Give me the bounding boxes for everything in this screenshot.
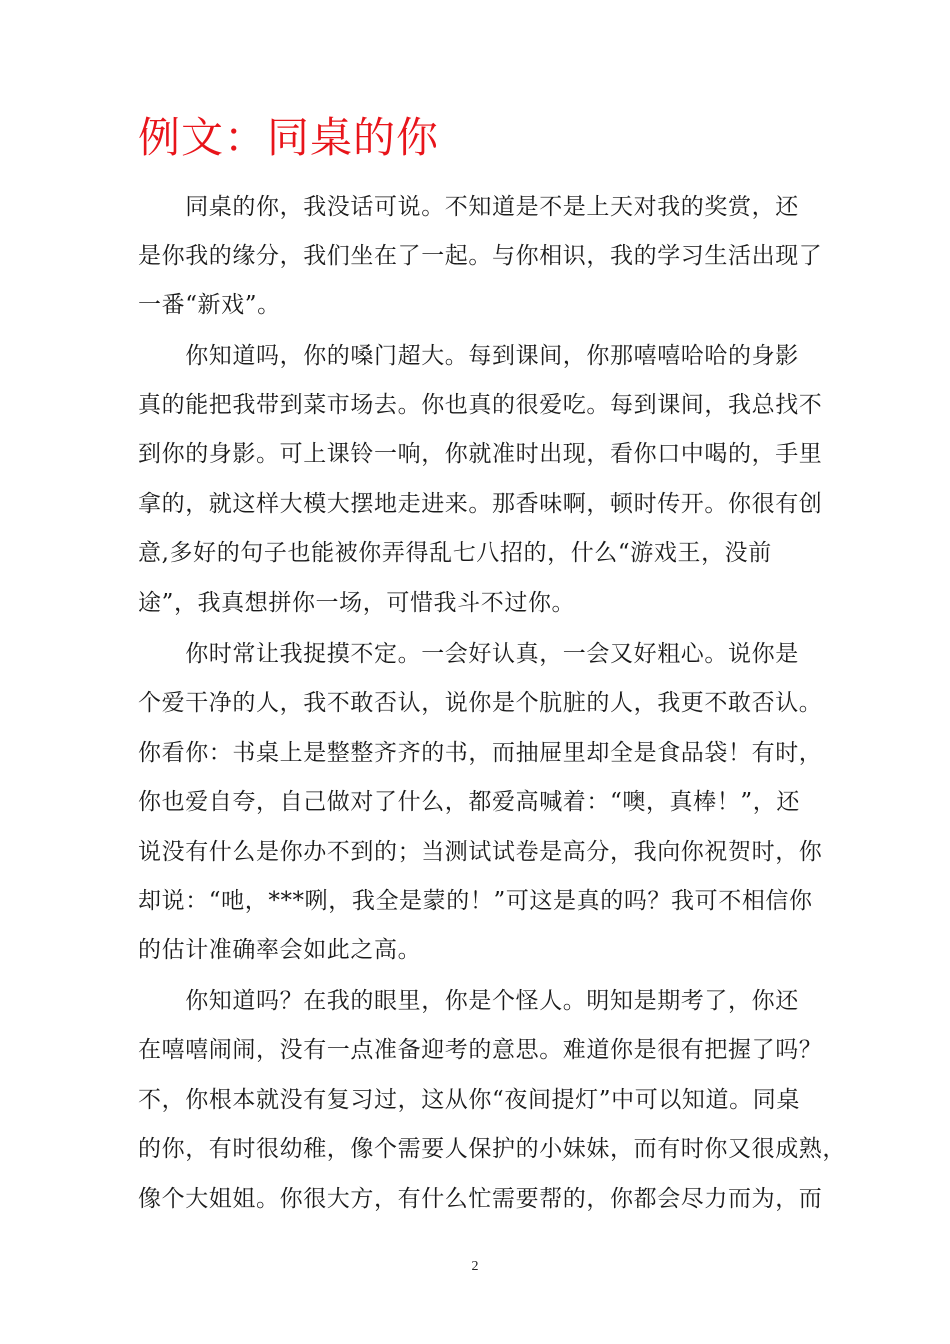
text-line: 在嘻嘻闹闹，没有一点准备迎考的意思。难道你是很有把握了吗？ <box>138 1037 823 1063</box>
text-line: 不，你根本就没有复习过，这从你“夜间提灯”中可以知道。同桌 <box>138 1087 800 1113</box>
text-line: 途”，我真想拼你一场，可惜我斗不过你。 <box>138 590 576 616</box>
text-line: 一番“新戏”。 <box>138 292 281 318</box>
text-line: 真的能把我带到菜市场去。你也真的很爱吃。每到课间，我总找不 <box>138 392 823 418</box>
text-line: 拿的，就这样大模大摆地走进来。那香味啊，顿时传开。你很有创 <box>138 491 823 517</box>
text-line: 同桌的你，我没话可说。不知道是不是上天对我的奖赏，还 <box>138 194 799 220</box>
text-line: 你看你：书桌上是整整齐齐的书，而抽屉里却全是食品袋！有时， <box>138 740 823 766</box>
text-line: 像个大姐姐。你很大方，有什么忙需要帮的，你都会尽力而为，而 <box>138 1186 823 1212</box>
text-line: 的你，有时很幼稚，像个需要人保护的小妹妹，而有时你又很成熟， <box>138 1136 846 1162</box>
text-line: 个爱干净的人，我不敢否认，说你是个肮脏的人，我更不敢否认。 <box>138 690 823 716</box>
text-line: 到你的身影。可上课铃一响，你就准时出现，看你口中喝的，手里 <box>138 441 823 467</box>
document-title: 例文：同桌的你 <box>138 113 440 162</box>
text-line: 的估计准确率会如此之高。 <box>138 937 422 963</box>
text-line: 你知道吗，你的嗓门超大。每到课间，你那嘻嘻哈哈的身影 <box>138 343 799 369</box>
text-line: 说没有什么是你办不到的；当测试试卷是高分，我向你祝贺时，你 <box>138 839 823 865</box>
page-number: 2 <box>471 1259 479 1274</box>
text-line: 是你我的缘分，我们坐在了一起。与你相识，我的学习生活出现了 <box>138 243 823 269</box>
text-line: 却说：“吔，***咧，我全是蒙的！”可这是真的吗？我可不相信你 <box>138 888 813 914</box>
text-line: 意,多好的句子也能被你弄得乱七八招的，什么“游戏王，没前 <box>138 540 772 566</box>
text-line: 你也爱自夸，自己做对了什么，都爱高喊着：“噢，真棒！”，还 <box>138 789 800 815</box>
text-line: 你时常让我捉摸不定。一会好认真，一会又好粗心。说你是 <box>138 641 799 667</box>
text-line: 你知道吗？在我的眼里，你是个怪人。明知是期考了，你还 <box>138 988 799 1014</box>
